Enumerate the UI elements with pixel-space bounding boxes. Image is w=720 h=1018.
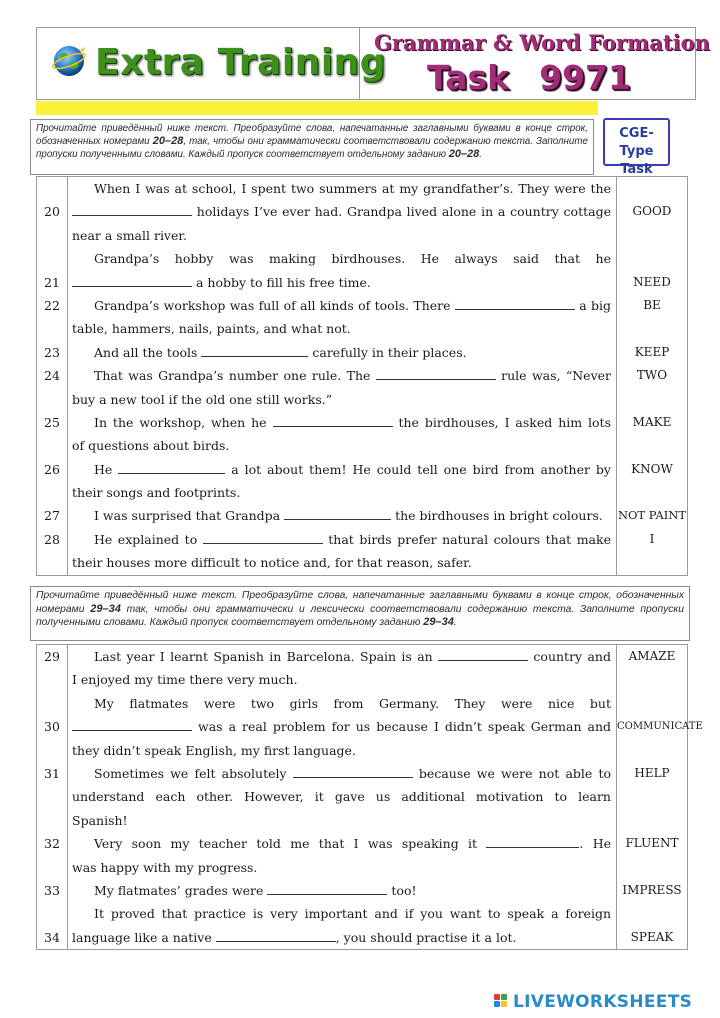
text-line: I enjoyed my time there very much. (72, 672, 298, 688)
text-line: buy a new tool if the old one still works.” (72, 391, 333, 407)
keyword: I (649, 531, 655, 546)
keyword: HELP (634, 765, 670, 780)
instructions-2-range: 29–34 (90, 602, 121, 615)
table-row (37, 177, 688, 576)
text-fragment: That was Grandpa’s number one rule. The (94, 368, 371, 384)
text-fragment: because we were not able to (418, 765, 611, 781)
instructions-1-tail: . (479, 149, 483, 161)
badge-line-1: CGE-Type (619, 126, 654, 159)
text-line: It proved that practice is very important and if you want to speak a foreign (94, 906, 611, 922)
text-fragment: Sometimes we felt absolutely (94, 765, 287, 781)
keyword: MAKE (632, 414, 672, 429)
yellow-highlight-bar (36, 101, 598, 115)
instructions-1-text2: , так, чтобы они грамматически соответствовали содержанию текста. Заполните пропуски полученными словами. Каждый пропуск соответствует отдельному заданию (36, 136, 588, 161)
text-line (72, 458, 611, 481)
question-number: 29 (44, 649, 60, 664)
keyword: NEED (633, 274, 671, 289)
text-line: near a small river. (72, 227, 187, 243)
answer-blank-31[interactable] (293, 766, 413, 778)
instructions-2-tail: . (453, 617, 457, 629)
keyword: GOOD (632, 204, 672, 219)
text-line (72, 832, 611, 855)
text-line (72, 715, 611, 738)
passage-text-cell (68, 177, 617, 576)
question-number: 30 (44, 719, 60, 735)
text-line (72, 341, 611, 364)
keyword: KNOW (631, 461, 673, 476)
passage-text-cell (68, 645, 617, 950)
answer-blank-20[interactable] (72, 204, 192, 216)
answer-blank-23[interactable] (201, 345, 308, 357)
text-line: their houses more difficult to notice and, for that reason, safer. (72, 555, 472, 571)
text-line (72, 200, 611, 223)
instructions-1-text: Прочитайте приведённый ниже текст. Преобразуйте слова, напечатанные заглавными буквами в конце строк, обозначенных номерами (36, 123, 588, 148)
text-line (72, 879, 611, 902)
text-line (72, 645, 611, 668)
instructions-1-range-end: 20–28 (448, 148, 480, 161)
text-line: of questions about birds. (72, 438, 230, 454)
text-fragment: language like a native (72, 929, 212, 945)
extra-training-title: Extra Training (95, 42, 386, 83)
text-fragment: was a real problem for us because I didn’t speak German and (198, 719, 611, 735)
text-fragment: that birds prefer natural colours that make (328, 531, 611, 547)
answer-blank-28[interactable] (203, 532, 323, 544)
text-line (72, 364, 611, 387)
text-line: Grandpa’s hobby was making birdhouses. He always said that he (94, 251, 611, 267)
question-number: 23 (44, 344, 60, 360)
text-fragment: a lot about them! He could tell one bird from another by (231, 461, 611, 477)
globe-icon (51, 43, 87, 79)
text-line: When I was at school, I spent two summers at my grandfather’s. They were the (94, 181, 611, 196)
task-label: Task (427, 58, 510, 97)
question-number-cell (37, 177, 68, 576)
text-line (72, 528, 611, 551)
instructions-1-range: 20–28 (152, 135, 184, 148)
text-line: was happy with my progress. (72, 859, 258, 875)
text-fragment: . He (579, 836, 611, 852)
answer-blank-27[interactable] (284, 508, 391, 520)
question-number: 25 (44, 414, 60, 430)
text-line: Spanish! (72, 812, 128, 828)
keyword: COMMUNICATE (617, 721, 703, 733)
text-fragment: In the workshop, when he (94, 414, 267, 430)
text-fragment: My flatmates’ grades were (94, 882, 264, 898)
answer-blank-34[interactable] (216, 930, 336, 942)
text-line (72, 762, 611, 785)
question-number: 24 (44, 368, 60, 384)
keyword: NOT PAINT (617, 508, 687, 523)
question-number: 28 (44, 531, 60, 547)
text-line (72, 504, 611, 527)
header-title-panel (37, 28, 386, 99)
keyword: KEEP (634, 344, 670, 359)
question-number: 33 (44, 882, 60, 898)
instructions-2-range-end: 29–34 (423, 616, 454, 629)
instructions-part-2 (30, 586, 690, 641)
keyword: SPEAK (630, 929, 674, 944)
keyword-cell (617, 177, 688, 576)
text-fragment: Very soon my teacher told me that I was speaking it (94, 836, 478, 852)
answer-blank-29[interactable] (438, 649, 528, 661)
grammar-word-formation-subtitle: Grammar & Word Formation (374, 30, 710, 55)
text-line: they didn’t speak English, my first language. (72, 742, 356, 758)
answer-blank-32[interactable] (486, 836, 579, 848)
answer-blank-30[interactable] (72, 719, 192, 731)
question-number: 34 (44, 929, 60, 945)
task-number: 9971 (539, 58, 631, 97)
question-number: 21 (44, 274, 60, 290)
answer-blank-21[interactable] (72, 275, 192, 287)
keyword: AMAZE (628, 649, 676, 663)
question-number-cell (37, 645, 68, 950)
question-number: 32 (44, 836, 60, 852)
text-fragment: a hobby to fill his free time. (195, 274, 371, 290)
liveworksheets-logo[interactable] (494, 992, 692, 1012)
text-fragment: holidays I’ve ever had. Grandpa lived alone in a country cottage (196, 204, 611, 220)
task-number-heading (427, 58, 631, 97)
text-line (72, 294, 611, 317)
keyword-cell (617, 645, 703, 950)
keyword: TWO (636, 368, 668, 383)
answer-blank-26[interactable] (118, 462, 225, 474)
text-fragment: I was surprised that Grandpa (94, 508, 281, 524)
question-number: 20 (44, 204, 60, 220)
text-fragment: carefully in their places. (312, 344, 467, 360)
instructions-part-1 (30, 119, 594, 175)
answer-blank-22[interactable] (455, 298, 575, 310)
worksheet-header (36, 27, 710, 100)
keyword: FLUENT (625, 836, 679, 851)
text-fragment: He (94, 461, 113, 477)
instructions-2-text2: так, чтобы они грамматически и лексически соответствовали содержанию текста. Заполните пропуски полученными словами. Каждый пропуск соответствует отдельному заданию (36, 603, 685, 629)
answer-blank-25[interactable] (273, 415, 393, 427)
liveworksheets-brand-text: LIVEWORKSHEETS (513, 992, 693, 1012)
word-formation-table-1 (36, 176, 688, 576)
badge-line-2: Task (620, 162, 653, 177)
cge-type-task-badge (603, 118, 670, 177)
text-fragment: Last year I learnt Spanish in Barcelona. Spain is an (94, 649, 433, 664)
answer-blank-33[interactable] (267, 883, 387, 895)
text-line: My flatmates were two girls from Germany. They were nice but (94, 695, 611, 711)
text-line: their songs and footprints. (72, 485, 241, 501)
text-fragment: Grandpa’s workshop was full of all kinds of tools. There (94, 297, 451, 313)
text-line (72, 411, 611, 434)
text-line (72, 926, 611, 949)
keyword: IMPRESS (622, 882, 682, 897)
question-number: 27 (44, 508, 60, 524)
text-fragment: He explained to (94, 531, 198, 547)
instructions-2-text: Прочитайте приведённый ниже текст. Преобразуйте слова, напечатанные заглавными буквами в конце строк, обозначенных номерами (36, 590, 684, 615)
keyword: BE (643, 297, 661, 312)
text-fragment: rule was, “Never (501, 368, 611, 384)
question-number: 26 (44, 461, 60, 477)
text-fragment: the birdhouses in bright colours. (395, 508, 603, 524)
text-fragment: And all the tools (94, 344, 198, 360)
word-formation-table-2 (36, 644, 703, 950)
text-fragment: country and (533, 649, 611, 664)
text-fragment: , you should practise it a lot. (335, 929, 517, 945)
question-number: 31 (44, 765, 60, 781)
text-fragment: a big (579, 297, 611, 313)
text-line (72, 271, 611, 294)
text-line: understand each other. However, it gave us additional motivation to learn (72, 789, 611, 805)
text-fragment: the birdhouses, I asked him lots (398, 414, 611, 430)
question-number: 22 (44, 297, 60, 313)
answer-blank-24[interactable] (376, 368, 496, 380)
table-row (37, 645, 688, 950)
text-fragment: too! (391, 882, 417, 898)
liveworksheets-logo-icon (494, 994, 510, 1008)
text-line: table, hammers, nails, paints, and what not. (72, 321, 351, 337)
